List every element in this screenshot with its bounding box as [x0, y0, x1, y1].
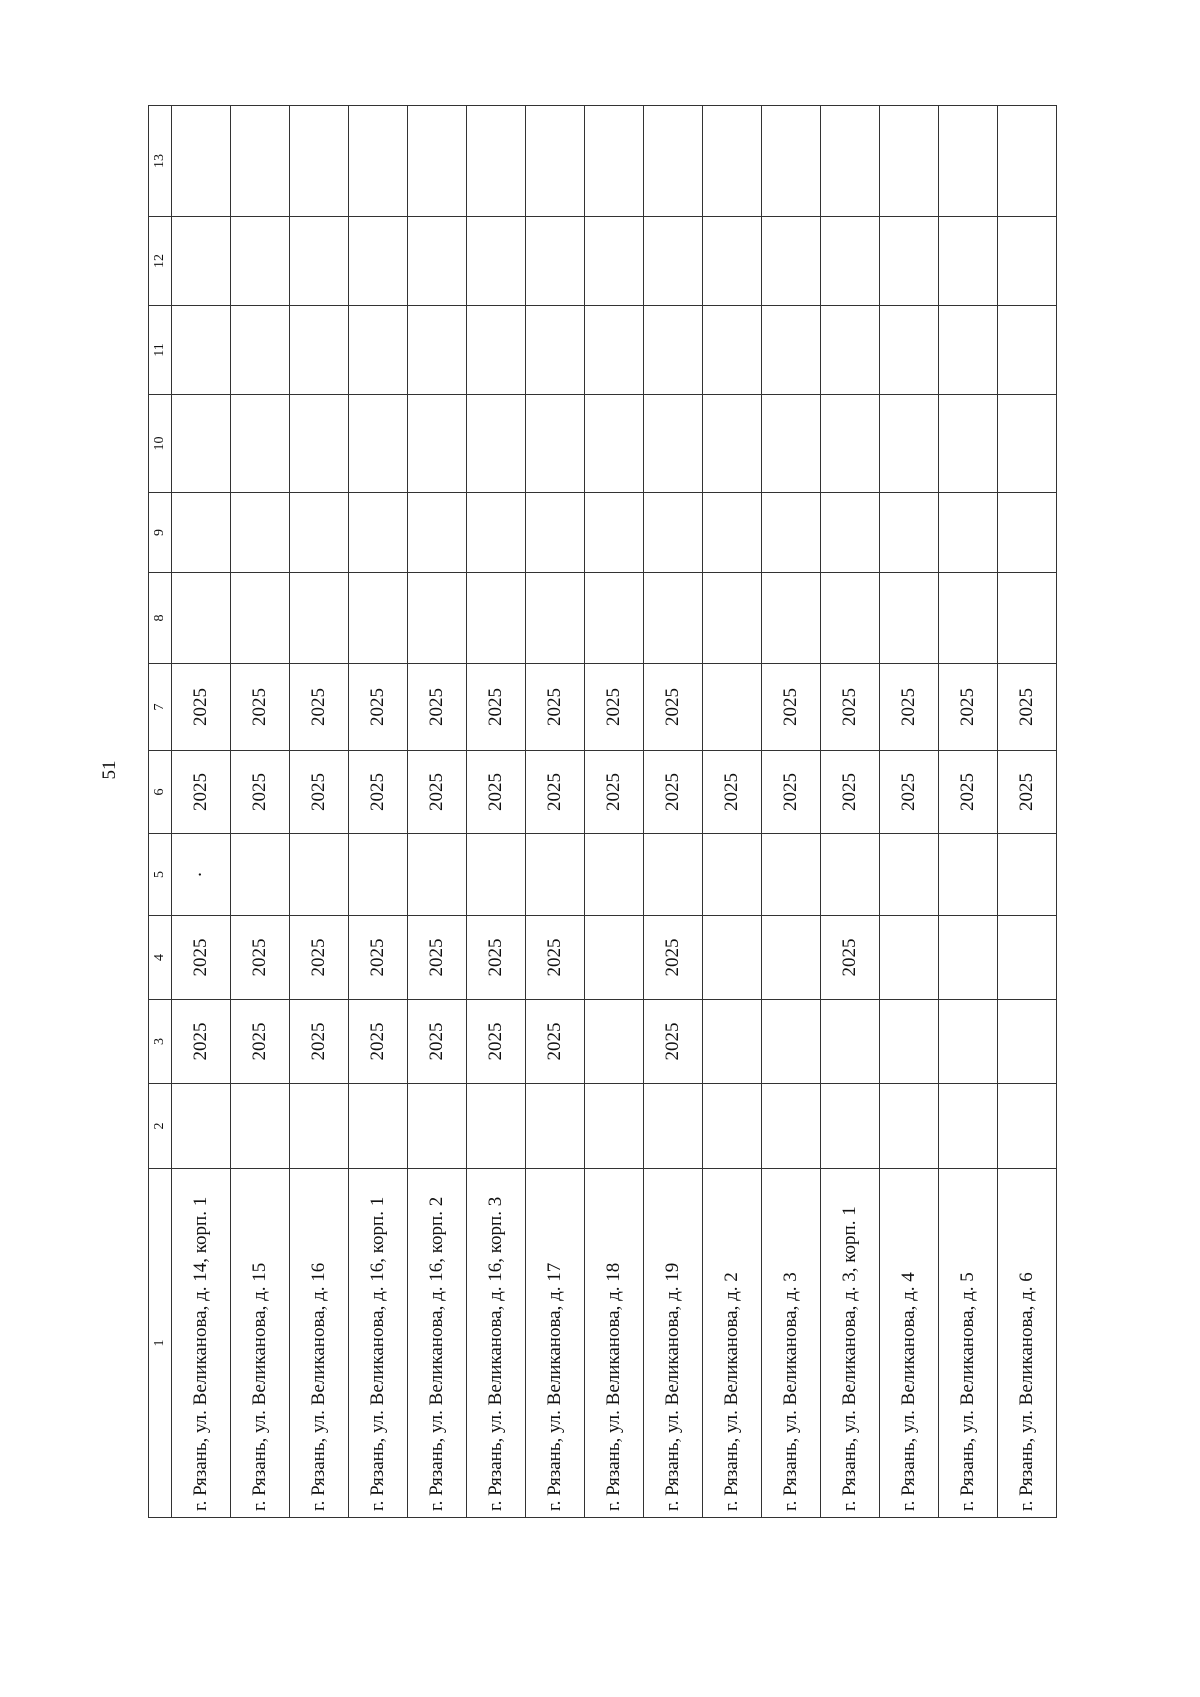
table-row: [231, 106, 290, 1518]
value-cell-c8: [231, 573, 290, 664]
value-cell-c2: [467, 1084, 526, 1169]
value-cell-c5: [644, 834, 703, 916]
value-cell-c8: [703, 573, 762, 664]
value-cell-c7: 2025: [349, 664, 408, 751]
value-cell-c9: [349, 493, 408, 573]
value-cell-c9: [762, 493, 821, 573]
value-cell-c6: 2025: [762, 751, 821, 834]
value-cell-c3: 2025: [467, 1000, 526, 1084]
value-cell-c7: 2025: [290, 664, 349, 751]
column-header: 9: [149, 493, 172, 573]
value-cell-c13: [998, 106, 1057, 217]
value-cell-c4: [998, 916, 1057, 1000]
value-cell-c11: [880, 306, 939, 395]
table-row: [290, 106, 349, 1518]
value-cell-c11: [821, 306, 880, 395]
value-cell-c6: 2025: [467, 751, 526, 834]
value-cell-c2: [880, 1084, 939, 1169]
column-header: 13: [149, 106, 172, 217]
value-cell-c6: 2025: [526, 751, 585, 834]
value-cell-c10: [172, 395, 231, 493]
value-cell-c4: 2025: [644, 916, 703, 1000]
value-cell-c8: [585, 573, 644, 664]
value-cell-c11: [290, 306, 349, 395]
value-cell-c5: [467, 834, 526, 916]
value-cell-c3: 2025: [290, 1000, 349, 1084]
column-header: 11: [149, 306, 172, 395]
value-cell-c12: [172, 217, 231, 306]
value-cell-c8: [644, 573, 703, 664]
address-cell: г. Рязань, ул. Великанова, д. 3: [762, 1169, 821, 1518]
value-cell-c12: [762, 217, 821, 306]
value-cell-c13: [585, 106, 644, 217]
address-cell: г. Рязань, ул. Великанова, д. 15: [231, 1169, 290, 1518]
address-cell: г. Рязань, ул. Великанова, д. 16, корп. 2: [408, 1169, 467, 1518]
value-cell-c9: [467, 493, 526, 573]
value-cell-c5: [349, 834, 408, 916]
column-header: 6: [149, 751, 172, 834]
value-cell-c4: 2025: [408, 916, 467, 1000]
value-cell-c12: [703, 217, 762, 306]
value-cell-c10: [467, 395, 526, 493]
value-cell-c7: 2025: [172, 664, 231, 751]
value-cell-c12: [939, 217, 998, 306]
value-cell-c11: [526, 306, 585, 395]
value-cell-c3: [585, 1000, 644, 1084]
value-cell-c12: [644, 217, 703, 306]
column-header: 5: [149, 834, 172, 916]
address-cell: г. Рязань, ул. Великанова, д. 16, корп. 1: [349, 1169, 408, 1518]
value-cell-c10: [644, 395, 703, 493]
value-cell-c13: [467, 106, 526, 217]
header-row: [149, 106, 172, 1518]
value-cell-c6: 2025: [231, 751, 290, 834]
value-cell-c12: [290, 217, 349, 306]
value-cell-c5: [998, 834, 1057, 916]
value-cell-c5: [408, 834, 467, 916]
value-cell-c9: [939, 493, 998, 573]
value-cell-c9: [231, 493, 290, 573]
value-cell-c8: [762, 573, 821, 664]
value-cell-c6: 2025: [998, 751, 1057, 834]
value-cell-c7: 2025: [880, 664, 939, 751]
value-cell-c9: [821, 493, 880, 573]
table-row: [939, 106, 998, 1518]
value-cell-c11: [998, 306, 1057, 395]
value-cell-c4: [585, 916, 644, 1000]
address-cell: г. Рязань, ул. Великанова, д. 16, корп. 3: [467, 1169, 526, 1518]
value-cell-c6: 2025: [644, 751, 703, 834]
value-cell-c5: [939, 834, 998, 916]
value-cell-c9: [526, 493, 585, 573]
value-cell-c7: 2025: [762, 664, 821, 751]
value-cell-c7: 2025: [467, 664, 526, 751]
value-cell-c10: [939, 395, 998, 493]
value-cell-c4: 2025: [172, 916, 231, 1000]
value-cell-c13: [526, 106, 585, 217]
value-cell-c11: [703, 306, 762, 395]
value-cell-c8: [290, 573, 349, 664]
column-header: 10: [149, 395, 172, 493]
address-cell: г. Рязань, ул. Великанова, д. 14, корп. 1: [172, 1169, 231, 1518]
table-row: [526, 106, 585, 1518]
value-cell-c11: [408, 306, 467, 395]
value-cell-c4: 2025: [821, 916, 880, 1000]
value-cell-c5: [526, 834, 585, 916]
value-cell-c2: [762, 1084, 821, 1169]
value-cell-c13: [703, 106, 762, 217]
value-cell-c9: [172, 493, 231, 573]
value-cell-c5: [821, 834, 880, 916]
value-cell-c13: [762, 106, 821, 217]
value-cell-c2: [349, 1084, 408, 1169]
value-cell-c4: [939, 916, 998, 1000]
value-cell-c5: [585, 834, 644, 916]
value-cell-c12: [408, 217, 467, 306]
value-cell-c9: [880, 493, 939, 573]
address-cell: г. Рязань, ул. Великанова, д. 5: [939, 1169, 998, 1518]
value-cell-c9: [290, 493, 349, 573]
value-cell-c8: [998, 573, 1057, 664]
value-cell-c2: [526, 1084, 585, 1169]
value-cell-c7: [703, 664, 762, 751]
column-header: 12: [149, 217, 172, 306]
value-cell-c7: 2025: [821, 664, 880, 751]
value-cell-c10: [880, 395, 939, 493]
address-cell: г. Рязань, ул. Великанова, д. 4: [880, 1169, 939, 1518]
value-cell-c7: 2025: [585, 664, 644, 751]
value-cell-c4: 2025: [231, 916, 290, 1000]
value-cell-c2: [408, 1084, 467, 1169]
schedule-body: [149, 106, 1057, 1518]
value-cell-c7: 2025: [939, 664, 998, 751]
value-cell-c8: [526, 573, 585, 664]
value-cell-c6: 2025: [939, 751, 998, 834]
value-cell-c3: [703, 1000, 762, 1084]
column-header: 7: [149, 664, 172, 751]
value-cell-c4: [762, 916, 821, 1000]
value-cell-c12: [526, 217, 585, 306]
address-cell: г. Рязань, ул. Великанова, д. 16: [290, 1169, 349, 1518]
value-cell-c2: [644, 1084, 703, 1169]
value-cell-c10: [585, 395, 644, 493]
address-cell: г. Рязань, ул. Великанова, д. 17: [526, 1169, 585, 1518]
value-cell-c11: [231, 306, 290, 395]
value-cell-c4: 2025: [349, 916, 408, 1000]
value-cell-c7: 2025: [408, 664, 467, 751]
value-cell-c13: [172, 106, 231, 217]
value-cell-c13: [644, 106, 703, 217]
value-cell-c8: [467, 573, 526, 664]
address-cell: г. Рязань, ул. Великанова, д. 3, корп. 1: [821, 1169, 880, 1518]
value-cell-c3: 2025: [231, 1000, 290, 1084]
value-cell-c5: [880, 834, 939, 916]
value-cell-c6: 2025: [408, 751, 467, 834]
value-cell-c3: [821, 1000, 880, 1084]
value-cell-c4: [703, 916, 762, 1000]
value-cell-c11: [644, 306, 703, 395]
address-cell: г. Рязань, ул. Великанова, д. 19: [644, 1169, 703, 1518]
value-cell-c2: [585, 1084, 644, 1169]
value-cell-c3: [762, 1000, 821, 1084]
value-cell-c7: 2025: [231, 664, 290, 751]
value-cell-c8: [172, 573, 231, 664]
value-cell-c10: [998, 395, 1057, 493]
table-row: [349, 106, 408, 1518]
value-cell-c11: [467, 306, 526, 395]
value-cell-c12: [349, 217, 408, 306]
table-row: [821, 106, 880, 1518]
value-cell-c6: 2025: [703, 751, 762, 834]
value-cell-c6: 2025: [290, 751, 349, 834]
value-cell-c13: [408, 106, 467, 217]
table-row: [880, 106, 939, 1518]
column-header: 3: [149, 1000, 172, 1084]
value-cell-c10: [762, 395, 821, 493]
value-cell-c7: 2025: [998, 664, 1057, 751]
value-cell-c6: 2025: [821, 751, 880, 834]
value-cell-c12: [821, 217, 880, 306]
value-cell-c6: 2025: [880, 751, 939, 834]
value-cell-c3: 2025: [172, 1000, 231, 1084]
value-cell-c3: 2025: [644, 1000, 703, 1084]
table-row: [998, 106, 1057, 1518]
value-cell-c10: [408, 395, 467, 493]
value-cell-c6: 2025: [349, 751, 408, 834]
value-cell-c4: 2025: [290, 916, 349, 1000]
value-cell-c13: [349, 106, 408, 217]
value-cell-c12: [585, 217, 644, 306]
value-cell-c8: [939, 573, 998, 664]
value-cell-c13: [290, 106, 349, 217]
value-cell-c10: [821, 395, 880, 493]
table-row: [644, 106, 703, 1518]
column-header: 8: [149, 573, 172, 664]
column-header: 2: [149, 1084, 172, 1169]
schedule-table: [148, 105, 1057, 1518]
value-cell-c11: [349, 306, 408, 395]
value-cell-c5: ·: [172, 834, 231, 916]
value-cell-c12: [467, 217, 526, 306]
value-cell-c13: [880, 106, 939, 217]
value-cell-c13: [821, 106, 880, 217]
value-cell-c9: [644, 493, 703, 573]
value-cell-c11: [939, 306, 998, 395]
value-cell-c8: [880, 573, 939, 664]
table-row: [467, 106, 526, 1518]
value-cell-c2: [939, 1084, 998, 1169]
value-cell-c13: [231, 106, 290, 217]
value-cell-c11: [585, 306, 644, 395]
value-cell-c9: [998, 493, 1057, 573]
value-cell-c12: [880, 217, 939, 306]
table-row: [762, 106, 821, 1518]
table-row: [703, 106, 762, 1518]
value-cell-c11: [762, 306, 821, 395]
value-cell-c6: 2025: [172, 751, 231, 834]
address-cell: г. Рязань, ул. Великанова, д. 18: [585, 1169, 644, 1518]
value-cell-c5: [231, 834, 290, 916]
value-cell-c3: 2025: [349, 1000, 408, 1084]
value-cell-c5: [290, 834, 349, 916]
value-cell-c8: [821, 573, 880, 664]
value-cell-c3: 2025: [526, 1000, 585, 1084]
rotated-table-wrapper: [148, 106, 1051, 1518]
value-cell-c2: [821, 1084, 880, 1169]
value-cell-c3: [939, 1000, 998, 1084]
value-cell-c4: 2025: [467, 916, 526, 1000]
value-cell-c2: [172, 1084, 231, 1169]
table-row: [172, 106, 231, 1518]
value-cell-c5: [762, 834, 821, 916]
value-cell-c2: [231, 1084, 290, 1169]
value-cell-c10: [231, 395, 290, 493]
value-cell-c6: 2025: [585, 751, 644, 834]
value-cell-c5: [703, 834, 762, 916]
value-cell-c9: [703, 493, 762, 573]
value-cell-c4: 2025: [526, 916, 585, 1000]
value-cell-c3: 2025: [408, 1000, 467, 1084]
value-cell-c3: [880, 1000, 939, 1084]
value-cell-c8: [408, 573, 467, 664]
value-cell-c10: [526, 395, 585, 493]
value-cell-c3: [998, 1000, 1057, 1084]
value-cell-c7: 2025: [526, 664, 585, 751]
value-cell-c7: 2025: [644, 664, 703, 751]
value-cell-c2: [703, 1084, 762, 1169]
page-number: 51: [99, 760, 120, 780]
value-cell-c12: [998, 217, 1057, 306]
value-cell-c2: [998, 1084, 1057, 1169]
value-cell-c11: [172, 306, 231, 395]
value-cell-c9: [408, 493, 467, 573]
value-cell-c10: [703, 395, 762, 493]
address-cell: г. Рязань, ул. Великанова, д. 2: [703, 1169, 762, 1518]
value-cell-c12: [231, 217, 290, 306]
value-cell-c8: [349, 573, 408, 664]
value-cell-c2: [290, 1084, 349, 1169]
value-cell-c9: [585, 493, 644, 573]
value-cell-c10: [290, 395, 349, 493]
value-cell-c4: [880, 916, 939, 1000]
table-row: [408, 106, 467, 1518]
column-header: 1: [149, 1169, 172, 1518]
table-row: [585, 106, 644, 1518]
column-header: 4: [149, 916, 172, 1000]
address-cell: г. Рязань, ул. Великанова, д. 6: [998, 1169, 1057, 1518]
value-cell-c10: [349, 395, 408, 493]
value-cell-c13: [939, 106, 998, 217]
